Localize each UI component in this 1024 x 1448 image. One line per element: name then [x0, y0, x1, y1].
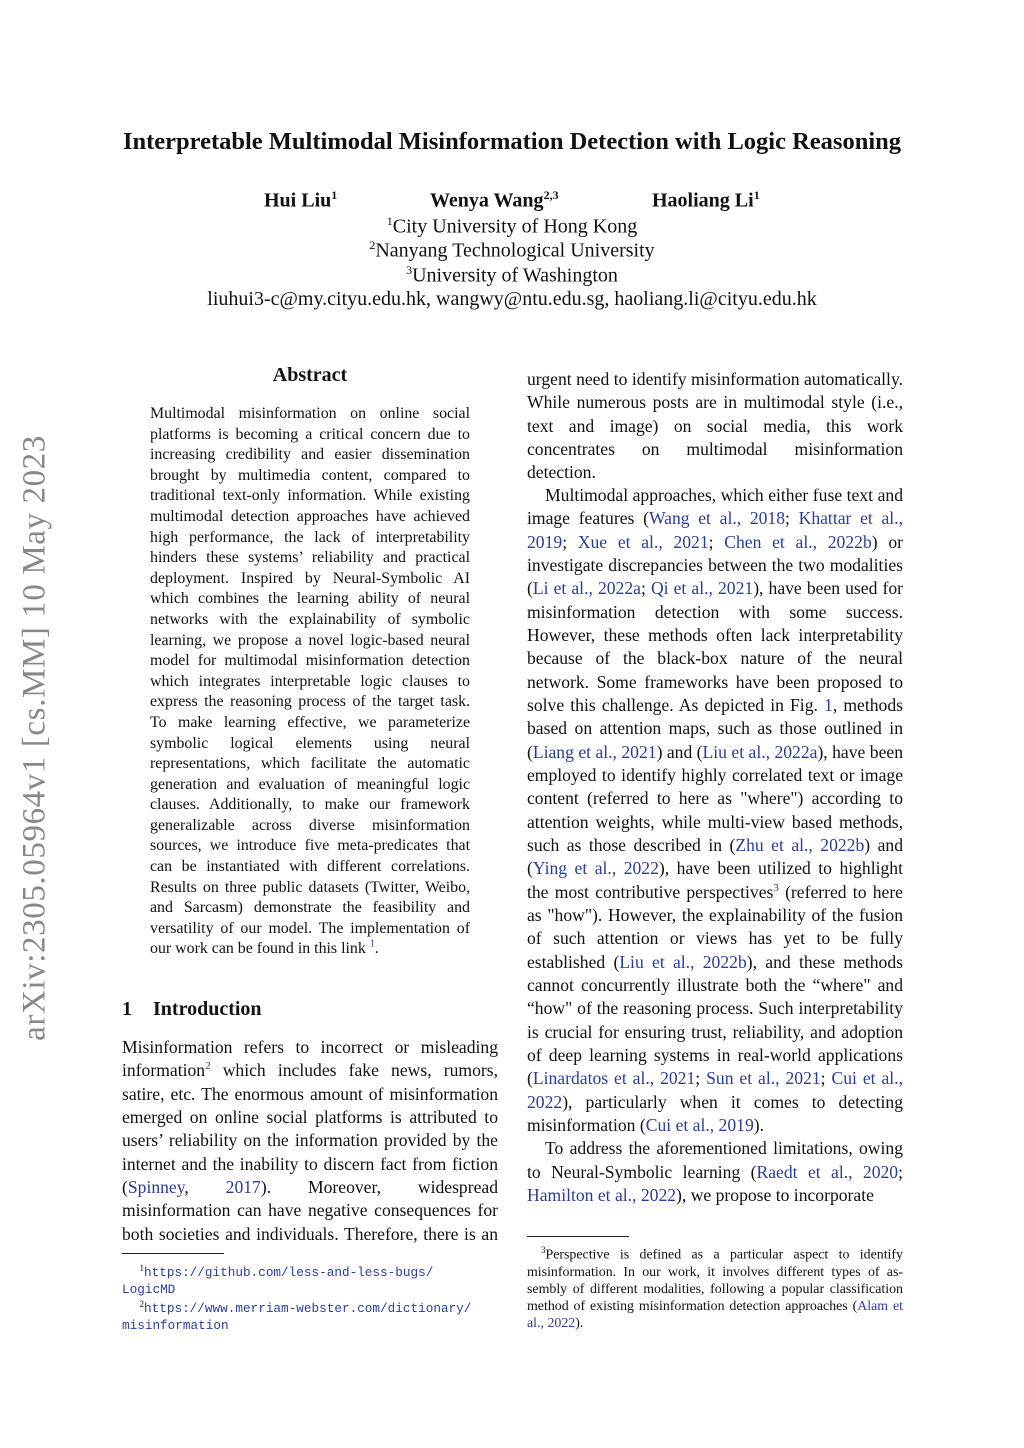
citation-zhu-2022b[interactable]: Zhu et al., 2022b	[735, 834, 865, 855]
intro-paragraph-1: Misinformation refers to incorrect or misleading information$^2$ which includes fake news, rumors, satire, etc. The enormous amount of misinformation emerged on online social platforms is attributed to users’ reliability on the information provided by the internet and the inability to discern fact from fiction (Spinney, 2017). Moreover, widespread misinformation can have negative consequences for both societies and individuals. Therefore, there is an	[122, 1037, 498, 1244]
citation-raedt-2020[interactable]: Raedt et al., 2020	[756, 1161, 899, 1182]
footnote-ref-3[interactable]: 3	[773, 881, 779, 894]
abstract-text: Multimodal misinformation on online social platforms is becoming a critical concern due to increasing credibility and easier dissemination brought by multimedia content, compared to traditional text-only information. While existing multimodal detection approaches have achieved high performance, the lack of interpretability hinders these systems’ reliability and practical deployment. Inspired by Neural-Symbolic AI which combines the learning ability of neural networks with the explainability of symbolic learning, we propose a novel logic-based neural model for multimodal misinformation detection which integrates interpretable logic clauses to express the reasoning process of the target task. To make learning effective, we parameterize symbolic logical elements using neural representations, which facilitate the automatic generation and evaluation of meaningful logic clauses. Additionally, to make our framework generalizable across diverse misinformation sources, we introduce five meta-predicates that can be instantiated with different correlations. Results on three public datasets (Twitter, Weibo, and Sarcasm) demonstrate the feasibility and versatility of our model. The implementation of our work can be found in this link $^1$.	[150, 405, 470, 958]
intro-paragraph-3: To address the aforementioned limitations, owing to Neural-Symbolic learning (Raedt et al., 2020; Hamilton et al., 2022), we propose to incorporate	[527, 1138, 903, 1205]
citation-wang-2018[interactable]: Wang et al., 2018	[648, 508, 786, 529]
footnote-rule-right	[527, 1236, 629, 1237]
affiliation-3: $^3$University of Washington	[406, 263, 618, 287]
citation-spinney-year[interactable]: 2017	[225, 1176, 261, 1197]
citation-spinney[interactable]: Spinney	[127, 1176, 185, 1197]
affiliation-1: $^1$City University of Hong Kong	[386, 214, 638, 238]
intro-right-column-top	[527, 368, 903, 484]
footnote-2[interactable]: $^2$https://www.merriam-webster.com/dictionary/ misinformation	[122, 1299, 472, 1334]
intro-paragraph-1-continued: urgent need to identify misinformation automatically. While numerous posts are in multimodal style (i.e., text and image) on social media, this work concentrates on multimodal misinformation detection.	[527, 368, 903, 483]
citation-cui-2019[interactable]: Cui et al., 2019	[645, 1114, 754, 1135]
citation-ying-2022[interactable]: Ying et al., 2022	[532, 858, 659, 879]
section-heading-introduction: 1 Introduction	[122, 998, 262, 1020]
author-haoliang-li: Haoliang Li$^1$	[652, 188, 760, 212]
citation-sun-2021[interactable]: Sun et al., 2021	[706, 1068, 821, 1089]
figure-ref-1[interactable]: 1	[824, 694, 833, 715]
citation-chen-2022b[interactable]: Chen et al., 2022b	[724, 531, 872, 552]
arxiv-side-label: arXiv:2305.05964v1 [cs.MM] 10 May 2023	[16, 435, 53, 1041]
footnote-ref-2[interactable]: 2	[205, 1060, 211, 1073]
footnote-3: $^3$Perspective is defined as a particular aspect to identify misinformation. In our work, it involves different types of assembly of different modalities, following a popular classification method of existing misinformation detection approaches (Alam et al., 2022).	[527, 1245, 904, 1332]
footnote-1[interactable]: $^1$https://github.com/less-and-less-bugs/ LogicMD	[122, 1263, 434, 1298]
citation-xue-2021[interactable]: Xue et al., 2021	[577, 531, 709, 552]
citation-liu-2022b[interactable]: Liu et al., 2022b	[619, 951, 747, 972]
footnote-rule-left	[122, 1253, 224, 1254]
citation-li-2022a[interactable]: Li et al., 2022a	[532, 578, 641, 599]
citation-liang-2021[interactable]: Liang et al., 2021	[532, 741, 657, 762]
citation-alam-2022[interactable]: Alam et al., 2022	[527, 1299, 904, 1332]
author-emails: liuhui3-c@my.cityu.edu.hk, wangwy@ntu.edu.sg, haoliang.li@cityu.edu.hk	[207, 288, 817, 310]
citation-hamilton-2022[interactable]: Hamilton et al., 2022	[527, 1184, 677, 1205]
citation-qi-2021[interactable]: Qi et al., 2021	[650, 578, 754, 599]
citation-liu-2022a[interactable]: Liu et al., 2022a	[702, 741, 818, 762]
citation-cui-2022[interactable]: Cui et al., 2022	[527, 1068, 903, 1112]
affiliation-2: $^2$Nanyang Technological University	[369, 238, 655, 262]
intro-left-column	[122, 1036, 498, 1246]
abstract-heading: Abstract	[272, 364, 348, 386]
author-wenya-wang: Wenya Wang$^{2,3}$	[430, 188, 559, 212]
author-hui-liu: Hui Liu$^1$	[264, 188, 338, 212]
intro-paragraph-2: Multimodal approaches, which either fuse text and image features (Wang et al., 2018; Khattar et al., 2019; Xue et al., 2021; Chen et al., 2022b) or investigate discrepancies between the two modalities (Li et al., 2022a; Qi et al., 2021), have been used for misinformation detection with some success. However, these methods often lack interpretability because of the black-box nature of the neural network. Some frameworks have been proposed to solve this challenge. As depicted in Fig. 1, methods based on attention maps, such as those outlined in (Liang et al., 2021) and (Liu et al., 2022a), have been employed to identify highly correlated text or image content (referred to here as "where") according to attention weights, while multi-view based methods, such as those described in (Zhu et al., 2022b) and (Ying et al., 2022), have been utilized to highlight the most contributive perspectives$^3$ (referred to here as "how"). However, the explainability of the fusion of such attention or views has yet to be fully established (Liu et al., 2022b), and these methods cannot concurrently illustrate both the “where" and “how" of the reasoning process. Such interpretability is crucial for ensuring trust, reliability, and adoption of deep learning systems in real-world applications (Linardatos et al., 2021; Sun et al., 2021; Cui et al., 2022), particularly when it comes to detecting misinformation (Cui et al., 2019).	[527, 485, 903, 1135]
citation-linardatos-2021[interactable]: Linardatos et al., 2021	[532, 1068, 696, 1089]
citation-khattar-2019[interactable]: Khattar et al., 2019	[527, 508, 903, 552]
intro-right-column	[527, 484, 903, 1207]
paper-title: Interpretable Multimodal Misinformation Detection with Logic Reasoning	[122, 128, 902, 155]
footnote-ref-1[interactable]: 1	[369, 939, 375, 951]
